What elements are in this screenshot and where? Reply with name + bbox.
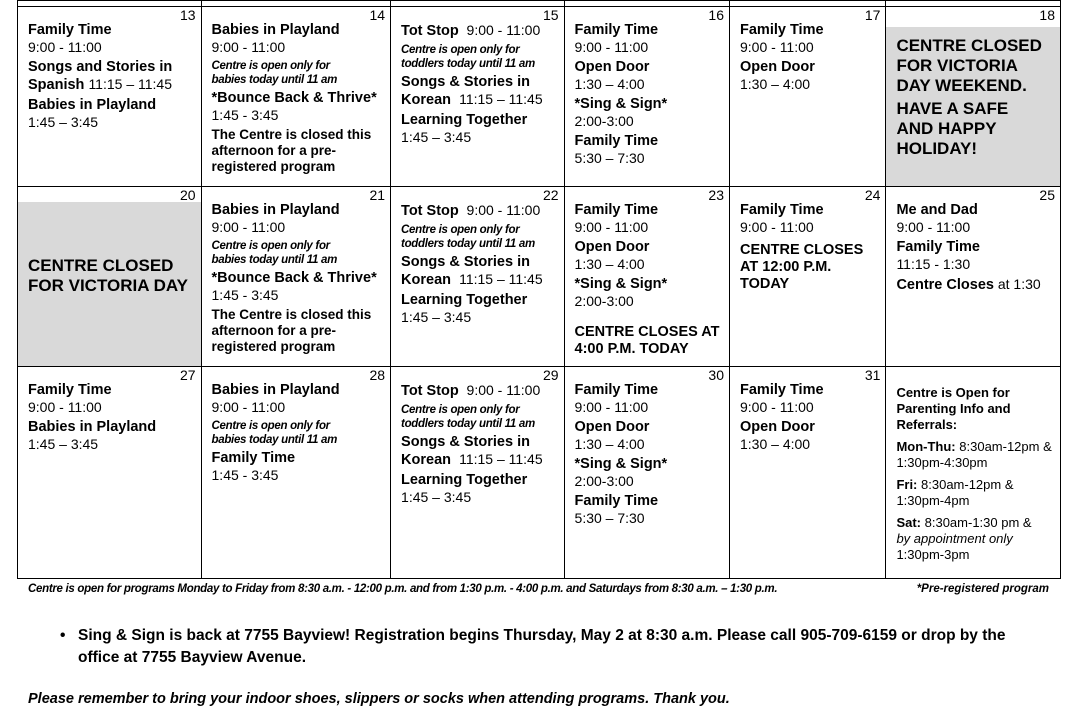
calendar-grid	[17, 0, 1061, 579]
day-cell-24	[730, 187, 886, 367]
program-title: Songs and Stories in Spanish 11:15 – 11:45	[28, 59, 173, 93]
program-title: Family Time	[740, 202, 824, 218]
program-title: *Bounce Back & Thrive*	[211, 90, 377, 106]
closure-notice: Centre Closes at 1:30	[896, 276, 1041, 293]
day-number: 29	[542, 367, 559, 383]
program-time: 2:00-3:00	[574, 113, 634, 129]
program-hours-note: Centre is open for programs Monday to Friday from 8:30 a.m. - 12:00 p.m. and from 1:30 p.m. - 4:00 p.m. and Saturdays from 8:30 a.m. – 1:30 p.m.	[28, 583, 778, 595]
program-title: Songs & Stories in Korean 11:15 – 11:45	[401, 254, 543, 288]
office-hours-sat: Sat: 8:30am-1:30 pm & by appointment only 1:30pm-3pm	[896, 515, 1032, 562]
program-title: Open Door	[740, 59, 815, 75]
bullet-icon: •	[60, 627, 66, 644]
day-number: 27	[179, 367, 196, 383]
day-number: 30	[708, 367, 724, 383]
office-hours-title: Centre is Open for Parenting Info and Referrals:	[896, 385, 1011, 432]
program-title: Me and Dad	[896, 202, 978, 218]
program-time: 1:30 – 4:00	[740, 436, 811, 452]
program-title: Songs & Stories in Korean 11:15 – 11:45	[401, 74, 543, 108]
program-title: Family Time	[28, 22, 112, 38]
day-cell-18	[886, 7, 1061, 187]
program-time: 1:45 – 3:45	[401, 309, 472, 325]
program-time: 1:45 – 3:45	[28, 436, 99, 452]
day-cell-25	[886, 187, 1061, 367]
program-time: 5:30 – 7:30	[574, 150, 645, 166]
program-title: Babies in Playland	[28, 419, 157, 435]
program-time: 9:00 - 11:00	[211, 399, 286, 415]
program-title: Songs & Stories in Korean 11:15 – 11:45	[401, 434, 543, 468]
program-title: Open Door	[574, 59, 650, 75]
office-hours-cell	[886, 367, 1061, 579]
day-number: 20	[179, 187, 196, 203]
closure-notice: CENTRE CLOSES AT 12:00 P.M. TODAY	[740, 242, 864, 292]
program-time: 1:30 – 4:00	[574, 436, 645, 452]
program-time: 9:00 - 11:00	[28, 39, 102, 55]
day-number: 28	[369, 367, 386, 383]
closure-notice: CENTRE CLOSES AT 4:00 P.M. TODAY	[574, 324, 720, 357]
program-time: 9:00 - 11:00	[28, 399, 102, 415]
day-cell-20	[18, 187, 202, 367]
program-time: 9:00 - 11:00	[740, 219, 814, 235]
day-number: 17	[864, 7, 881, 23]
announcement-text: Sing & Sign is back at 7755 Bayview! Registration begins Thursday, May 2 at 8:30 a.m. Please call 905-709-6159 or drop by the office at 7755 Bayview Avenue.	[78, 627, 1006, 666]
program-title: Learning Together	[401, 112, 528, 128]
day-cell-29	[391, 367, 564, 579]
announcement-bullet	[60, 625, 1050, 669]
program-time: 2:00-3:00	[574, 293, 634, 309]
day-number: 16	[708, 7, 724, 23]
program-time: 9:00 - 11:00	[574, 399, 649, 415]
day-cell-16	[564, 7, 729, 187]
program-title: *Sing & Sign*	[574, 96, 668, 112]
day-number: 23	[708, 187, 724, 203]
program-title: Babies in Playland	[28, 97, 157, 113]
program-time: 1:45 - 3:45	[211, 107, 279, 123]
program-title: Babies in Playland	[211, 22, 340, 38]
program-time: 9:00 - 11:00	[211, 219, 286, 235]
day-number: 13	[179, 7, 196, 23]
day-cell-17	[730, 7, 886, 187]
week-row	[18, 187, 1061, 367]
program-title: Learning Together	[401, 472, 528, 488]
program-title: Family Time	[574, 22, 659, 38]
program-time: 1:30 – 4:00	[574, 256, 645, 272]
day-number: 25	[1039, 187, 1055, 203]
week-row	[18, 367, 1061, 579]
program-time: 11:15 - 1:30	[896, 256, 971, 272]
day-number: 18	[1039, 7, 1055, 23]
day-cell-15	[391, 7, 564, 187]
program-title: Family Time	[740, 382, 824, 398]
office-hours-fri: Fri: 8:30am-12pm & 1:30pm-4pm	[896, 477, 1014, 508]
program-time: 2:00-3:00	[574, 473, 634, 489]
program-title: Family Time	[574, 493, 659, 509]
program-title: Tot Stop 9:00 - 11:00	[401, 202, 541, 219]
program-title: Open Door	[740, 419, 815, 435]
day-number: 22	[542, 187, 559, 203]
day-cell-13	[18, 7, 202, 187]
day-cell-27	[18, 367, 202, 579]
program-time: 1:45 - 3:45	[211, 287, 279, 303]
day-cell-28	[201, 367, 391, 579]
program-title: Open Door	[574, 419, 650, 435]
program-note: Centre is open only for babies today until 11 am	[211, 420, 338, 446]
day-number: 31	[864, 367, 881, 383]
program-time: 1:45 – 3:45	[401, 489, 472, 505]
program-title: Family Time	[211, 450, 296, 466]
program-note: Centre is open only for toddlers today until 11 am	[401, 44, 535, 70]
day-number: 15	[542, 7, 559, 23]
day-cell-23	[564, 187, 729, 367]
program-title: Family Time	[28, 382, 112, 398]
program-time: 9:00 - 11:00	[740, 39, 814, 55]
closure-notice: CENTRE CLOSED FOR VICTORIA DAY	[28, 256, 188, 295]
program-title: Family Time	[574, 202, 659, 218]
program-note: The Centre is closed this afternoon for a pre-registered program	[211, 307, 372, 354]
program-title: *Sing & Sign*	[574, 276, 668, 292]
program-time: 1:45 – 3:45	[401, 129, 472, 145]
program-note: Centre is open only for babies today until 11 am	[211, 60, 338, 86]
program-time: 9:00 - 11:00	[211, 39, 286, 55]
program-title: Learning Together	[401, 292, 528, 308]
program-title: Family Time	[896, 239, 980, 255]
program-time: 1:45 – 3:45	[28, 114, 99, 130]
program-time: 1:30 – 4:00	[740, 76, 811, 92]
holiday-message: HAVE A SAFE AND HAPPY HOLIDAY!	[896, 99, 1009, 158]
program-title: Babies in Playland	[211, 382, 340, 398]
program-time: 1:45 - 3:45	[211, 467, 279, 483]
program-time: 9:00 - 11:00	[896, 219, 971, 235]
closure-notice: CENTRE CLOSED FOR VICTORIA DAY WEEKEND.	[896, 36, 1042, 95]
program-note: Centre is open only for babies today until 11 am	[211, 240, 338, 266]
program-title: Babies in Playland	[211, 202, 340, 218]
program-note: Centre is open only for toddlers today until 11 am	[401, 224, 535, 250]
program-note: Centre is open only for toddlers today until 11 am	[401, 404, 535, 430]
program-time: 9:00 - 11:00	[574, 39, 649, 55]
day-number: 24	[864, 187, 881, 203]
program-title: Tot Stop 9:00 - 11:00	[401, 382, 541, 399]
program-time: 1:30 – 4:00	[574, 76, 645, 92]
day-cell-31	[730, 367, 886, 579]
program-time: 9:00 - 11:00	[574, 219, 649, 235]
program-note: The Centre is closed this afternoon for a pre-registered program	[211, 127, 372, 174]
program-title: Family Time	[574, 133, 659, 149]
day-number: 21	[369, 187, 386, 203]
day-cell-22	[391, 187, 564, 367]
program-title: Open Door	[574, 239, 650, 255]
program-time: 9:00 - 11:00	[740, 399, 814, 415]
day-cell-21	[201, 187, 391, 367]
week-row	[18, 7, 1061, 187]
program-time: 5:30 – 7:30	[574, 510, 645, 526]
closing-reminder: Please remember to bring your indoor shoes, slippers or socks when attending programs. Thank you.	[28, 691, 730, 707]
day-cell-14	[201, 7, 391, 187]
day-cell-30	[564, 367, 729, 579]
program-title: *Bounce Back & Thrive*	[211, 270, 377, 286]
program-title: *Sing & Sign*	[574, 456, 668, 472]
day-number: 14	[369, 7, 386, 23]
office-hours-mon-thu: Mon-Thu: 8:30am-12pm & 1:30pm-4:30pm	[896, 439, 1052, 470]
program-title: Family Time	[740, 22, 824, 38]
program-title: Family Time	[574, 382, 659, 398]
pre-registered-legend: *Pre-registered program	[916, 583, 1049, 595]
program-title: Tot Stop 9:00 - 11:00	[401, 22, 541, 39]
